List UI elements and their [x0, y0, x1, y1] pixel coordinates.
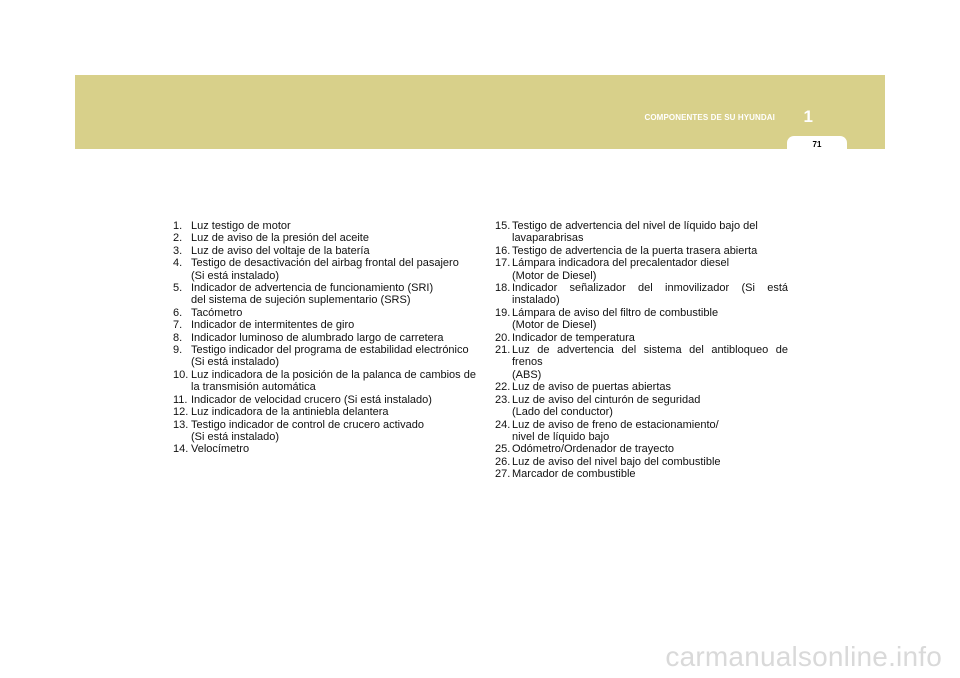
item-number: 27. — [495, 468, 511, 481]
list-item — [173, 245, 485, 257]
item-text: Tacómetro — [191, 306, 243, 319]
item-text: Odómetro/Ordenador de trayecto — [512, 443, 675, 456]
item-text: Testigo indicador de control de crucero activado (Si está instalado) — [191, 418, 424, 443]
item-text: Luz de aviso del nivel bajo del combustible — [512, 455, 721, 468]
item-number: 22. — [495, 381, 511, 394]
item-text: Luz testigo de motor — [191, 220, 291, 232]
item-number: 4. — [173, 257, 183, 270]
item-text: Indicador de intermitentes de giro — [191, 319, 355, 332]
section-title: COMPONENTES DE SU HYUNDAI — [644, 113, 775, 122]
item-number: 17. — [495, 257, 511, 270]
item-text: Luz de advertencia del sistema del antibloqueo de frenos (ABS) — [512, 344, 788, 381]
list-item — [173, 307, 485, 319]
item-number: 1. — [173, 220, 183, 232]
list-item — [173, 394, 485, 406]
list-item — [495, 307, 788, 332]
item-text: Luz de aviso del cinturón de seguridad (Lado del conductor) — [512, 393, 701, 419]
item-text: Indicador luminoso de alumbrado largo de carretera — [191, 331, 444, 344]
list-item — [495, 220, 788, 245]
list-item — [173, 257, 485, 282]
item-text: Lámpara indicadora del precalentador diesel (Motor de Diesel) — [512, 257, 730, 282]
item-number: 10. — [173, 368, 189, 381]
item-text: Luz indicadora de la antiniebla delantera — [191, 406, 389, 419]
item-number: 14. — [173, 443, 189, 456]
item-number: 12. — [173, 406, 189, 419]
list-item — [495, 443, 788, 455]
list-item — [495, 344, 788, 381]
item-text: Testigo de advertencia de la puerta trasera abierta — [512, 244, 758, 257]
item-number: 5. — [173, 282, 183, 295]
item-number: 20. — [495, 331, 511, 344]
list-item — [495, 456, 788, 468]
item-text: Velocímetro — [191, 443, 250, 456]
item-number: 8. — [173, 331, 183, 344]
list-item — [173, 369, 485, 394]
indicator-list-right — [495, 220, 788, 481]
list-item — [495, 468, 788, 480]
item-text: Indicador de temperatura — [512, 331, 635, 344]
item-number: 7. — [173, 319, 183, 332]
list-item — [495, 332, 788, 344]
item-text: Luz de aviso de la presión del aceite — [191, 232, 369, 245]
list-item — [495, 394, 788, 419]
item-number: 21. — [495, 344, 511, 357]
list-item — [173, 232, 485, 244]
item-number: 23. — [495, 393, 511, 406]
item-number: 13. — [173, 418, 189, 431]
indicator-list-left — [173, 220, 485, 456]
item-number: 15. — [495, 220, 511, 232]
list-item — [173, 443, 485, 455]
item-text: Luz de aviso de freno de estacionamiento/ nivel de líquido bajo — [512, 418, 719, 443]
item-number: 16. — [495, 244, 511, 257]
list-item — [495, 381, 788, 393]
page-number-tab — [787, 136, 847, 149]
item-text: Luz de aviso del voltaje de la batería — [191, 244, 370, 257]
item-text: Indicador de velocidad crucero (Si está instalado) — [191, 393, 432, 406]
item-text: Indicador señalizador del inmovilizador (Si está instalado) — [512, 282, 788, 307]
list-item — [173, 319, 485, 331]
list-item — [173, 344, 485, 369]
page-number: 71 — [812, 140, 822, 149]
item-text: Testigo de desactivación del airbag frontal del pasajero (Si está instalado) — [191, 257, 459, 282]
item-number: 2. — [173, 232, 183, 245]
list-item — [173, 220, 485, 232]
item-text: Indicador de advertencia de funcionamiento (SRI) del sistema de sujeción suplementario (SRS) — [191, 282, 434, 307]
list-item — [173, 406, 485, 418]
item-text: Luz indicadora de la posición de la palanca de cambios de la transmisión automática — [191, 368, 476, 394]
item-text: Marcador de combustible — [512, 468, 636, 481]
item-number: 26. — [495, 455, 511, 468]
item-text: Testigo de advertencia del nivel de líquido bajo del lavaparabrisas — [512, 220, 758, 245]
list-item — [173, 419, 485, 444]
item-number: 25. — [495, 443, 511, 456]
item-text: Testigo indicador del programa de estabilidad electrónico (Si está instalado) — [191, 344, 469, 369]
watermark: carmanualsonline.info — [665, 641, 942, 672]
list-item — [495, 245, 788, 257]
chapter-number: 1 — [803, 107, 813, 126]
list-item — [495, 257, 788, 282]
item-number: 3. — [173, 244, 183, 257]
list-item — [495, 282, 788, 307]
item-number: 11. — [173, 393, 188, 406]
list-item — [173, 282, 485, 307]
list-item — [495, 419, 788, 444]
item-number: 19. — [495, 306, 511, 319]
item-number: 9. — [173, 344, 183, 357]
item-text: Luz de aviso de puertas abiertas — [512, 381, 671, 394]
header-band — [75, 75, 885, 149]
item-text: Lámpara de aviso del filtro de combustible (Motor de Diesel) — [512, 306, 719, 332]
list-item — [173, 332, 485, 344]
item-number: 24. — [495, 418, 511, 431]
item-number: 18. — [495, 282, 511, 295]
item-number: 6. — [173, 306, 183, 319]
